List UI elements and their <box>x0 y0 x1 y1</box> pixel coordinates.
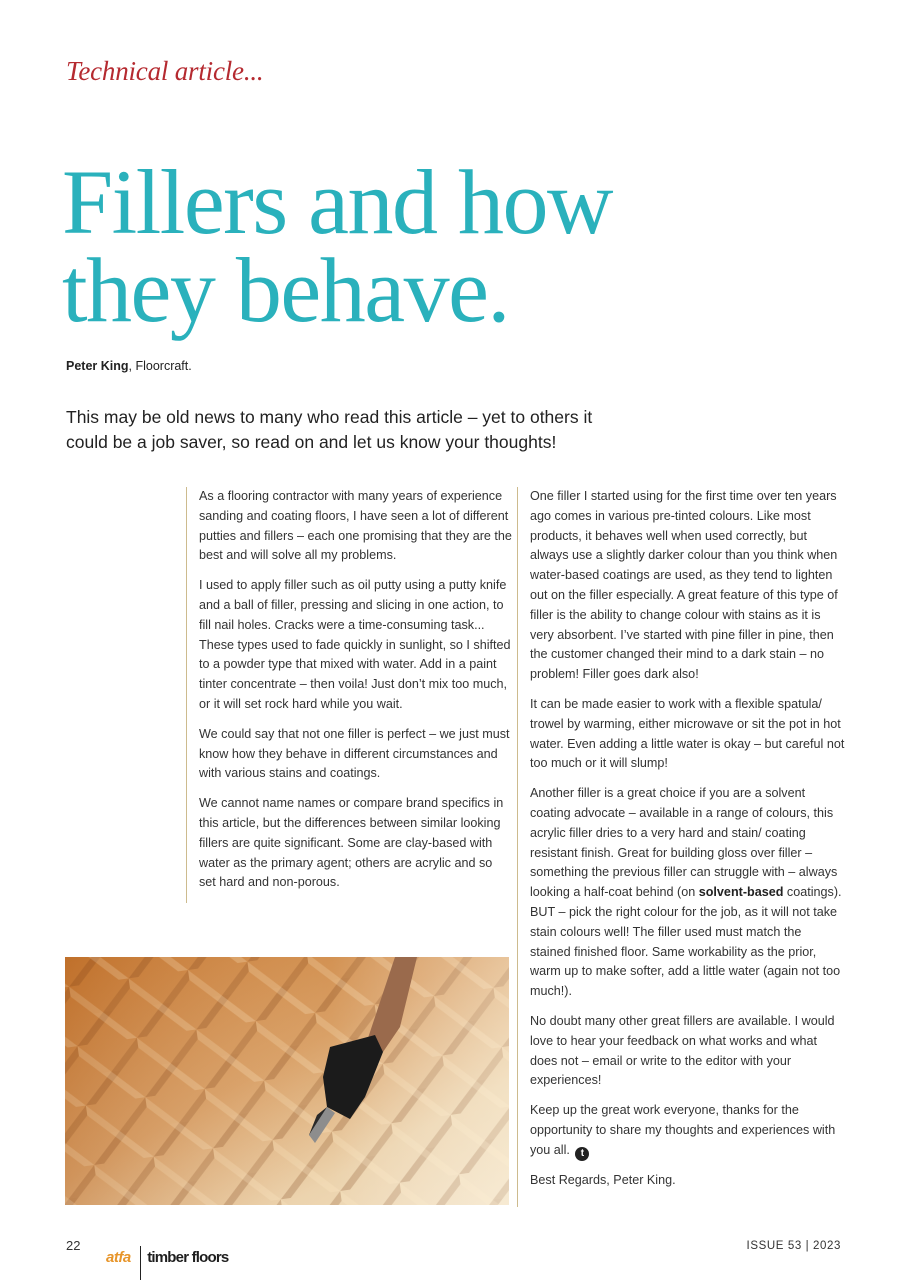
right-column <box>517 487 845 1207</box>
byline <box>66 359 192 373</box>
left-paragraph: I used to apply filler such as oil putty using a putty knife and a ball of filler, pressing and slicing in one action, to fill nail holes. Cracks were a time-consuming task... These types used to fade quickly in sunlight, so I shifted to a powder type that mixed with water. Add in a paint tinter concentrate – then voila! Just don’t mix too much, or it will set rock hard while you wait. <box>199 578 511 711</box>
author-affiliation: , Floorcraft. <box>128 359 192 373</box>
emphasis-solvent-based: solvent-based <box>698 885 784 900</box>
issue-label: ISSUE 53 | 2023 <box>746 1240 841 1252</box>
left-column <box>186 487 512 903</box>
title-line-2: they behave. <box>62 239 509 341</box>
title-line-1: Fillers and how <box>62 151 612 253</box>
intro-paragraph: This may be old news to many who read this article – yet to others it could be a job saver, so read on and let us know your thoughts! <box>66 407 593 452</box>
section-kicker: Technical article... <box>66 56 264 86</box>
article-title <box>62 151 862 341</box>
logo-divider <box>140 1246 142 1280</box>
publication-logo <box>106 1234 228 1280</box>
timber-floors-end-icon: t <box>575 1147 589 1161</box>
right-paragraph-text: Another filler is a great choice if you are a solvent coating advocate – available in a range of colours, this acrylic filler dries to a very hard and stain/ coating resistant finish. Great for building gloss over filler – something the previous filler can struggle with – always looking a half-coat behind (on <box>530 786 838 900</box>
page-number: 22 <box>66 1238 81 1253</box>
right-paragraph: It can be made easier to work with a flexible spatula/ trowel by warming, either microwave or sit the pot in hot water. Even adding a little water is okay – but careful not too much or it will slump! <box>530 696 845 771</box>
atfa-logo: atfa <box>106 1248 131 1266</box>
author-name: Peter King <box>66 359 129 373</box>
signoff: Best Regards, Peter King. <box>530 1172 676 1187</box>
herringbone-floor-photo <box>65 957 509 1205</box>
left-paragraph: We could say that not one filler is perfect – we just must know how they behave in different circumstances and with various stains and coatings. <box>199 726 510 781</box>
right-paragraph <box>530 784 845 1002</box>
right-paragraph: No doubt many other great fillers are available. I would love to hear your feedback on what works and what does not – email or write to the editor with your experiences! <box>530 1013 835 1088</box>
left-paragraph: We cannot name names or compare brand specifics in this article, but the differences between similar looking fillers are quite significant. Some are clay-based with water as the primary agent; others are acrylic and so set hard and non-porous. <box>199 796 504 890</box>
right-paragraph-text: Keep up the great work everyone, thanks for the opportunity to share my thoughts and experiences with you all. <box>530 1103 836 1157</box>
timber-floors-logo: timber floors <box>147 1248 229 1266</box>
right-paragraph: One filler I started using for the first time over ten years ago comes in various pre-tinted colours. Like most products, it behaves well when used correctly, but always use a slightly darker colour than you think when water-based coatings are used, as they tend to lighten out on the filler especially. A great feature of this type of filler is the ability to change colour with stains as it is very absorbent. I’ve started with pine filler in pine, then the customer changed their mind to a dark stain – no problem! Filler goes dark also! <box>530 489 838 682</box>
left-paragraph: As a flooring contractor with many years of experience sanding and coating floors, I have seen a lot of different putties and fillers – each one promising that they are the best and will solve all my problems. <box>199 489 512 563</box>
right-paragraph-text: coatings). BUT – pick the right colour for the job, as it will not take stain colours well! The filler used must match the stained finished floor. Same workability as the prior, warm up to make softer, add a little water (again not too much!). <box>530 885 842 999</box>
right-paragraph <box>530 1101 845 1161</box>
